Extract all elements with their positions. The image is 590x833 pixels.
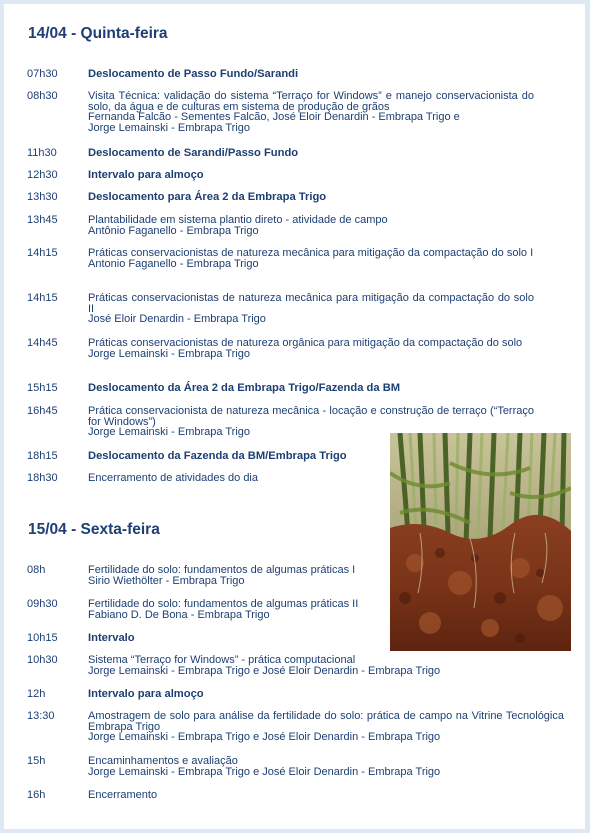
entry-time: 14h45 — [27, 337, 58, 349]
entry-line: Práticas conservacionistas de natureza mecânica para mitigação da compactação do solo II — [88, 292, 534, 315]
entry-time: 10h30 — [27, 654, 58, 666]
entry-line: Fabiano D. De Bona - Embrapa Trigo — [88, 608, 270, 621]
entry-line: Intervalo para almoço — [88, 688, 204, 700]
entry-time: 13:30 — [27, 710, 55, 722]
entry-line: Fertilidade do solo: fundamentos de algumas práticas I — [88, 564, 356, 576]
entry-time: 15h15 — [27, 382, 58, 394]
entry-line: Encerramento de atividades do dia — [88, 472, 258, 484]
entry-line: Fernanda Falcão - Sementes Falcão, José Eloir Denardin - Embrapa Trigo e — [88, 111, 460, 123]
entry-line: Práticas conservacionistas de natureza orgânica para mitigação da compactação do solo — [88, 337, 523, 349]
entry-line: Antonio Faganello - Embrapa Trigo — [88, 257, 259, 270]
entry-description — [88, 689, 534, 700]
entry-time: 18h15 — [27, 450, 58, 462]
entry-line: Encaminhamentos e avaliação — [88, 755, 238, 767]
entry-line: Deslocamento de Passo Fundo/Sarandi — [88, 68, 299, 80]
entry-line: Deslocamento da Área 2 da Embrapa Trigo/Fazenda da BM — [88, 382, 401, 394]
entry-description — [88, 69, 534, 80]
entry-line: Práticas conservacionistas de natureza mecânica para mitigação da compactação do solo I — [88, 247, 534, 259]
entry-description — [88, 655, 534, 676]
entry-line: Intervalo para almoço — [88, 169, 204, 181]
entry-description — [88, 192, 534, 203]
entry-line: Deslocamento para Área 2 da Embrapa Trigo — [88, 191, 327, 203]
entry-line: Antônio Faganello - Embrapa Trigo — [88, 224, 259, 237]
entry-line: Jorge Lemainski - Embrapa Trigo — [88, 426, 251, 438]
entry-description — [88, 91, 534, 133]
entry-time: 16h45 — [27, 405, 58, 417]
entry-line: Sirio Wiethölter - Embrapa Trigo — [88, 574, 245, 587]
entry-description — [88, 756, 534, 777]
entry-description — [88, 383, 534, 394]
entry-time: 10h15 — [27, 632, 58, 644]
entry-line: Deslocamento da Fazenda da BM/Embrapa Trigo — [88, 450, 347, 462]
entry-time: 12h30 — [27, 169, 58, 181]
entry-line: Amostragem de solo para análise da fertilidade do solo: prática de campo na Vitrine Tecnológica Embrapa Trigo — [88, 710, 564, 733]
day-title-thursday: 14/04 - Quinta-feira — [28, 25, 168, 42]
entry-line: Prática conservacionista de natureza mecânica - locação e construção de terraço (“Terraço for Windows”) — [88, 405, 534, 428]
entry-line: Jorge Lemainski - Embrapa Trigo e José Eloir Denardin - Embrapa Trigo — [88, 664, 441, 677]
entry-line: Plantabilidade em sistema plantio direto - atividade de campo — [88, 214, 388, 226]
entry-time: 07h30 — [27, 68, 58, 80]
entry-description — [88, 248, 534, 269]
entry-time: 15h — [27, 755, 46, 767]
entry-time: 16h — [27, 789, 46, 801]
entry-time: 08h30 — [27, 90, 58, 102]
soil-photo — [390, 433, 571, 651]
entry-line: Sistema “Terraço for Windows” - prática computacional — [88, 654, 356, 666]
schedule-page — [4, 4, 585, 829]
entry-line: Jorge Lemainski - Embrapa Trigo — [88, 121, 251, 134]
entry-line: Jorge Lemainski - Embrapa Trigo — [88, 347, 251, 360]
entry-line: Fertilidade do solo: fundamentos de algumas práticas II — [88, 598, 359, 610]
entry-time: 11h30 — [27, 147, 57, 159]
entry-line: Intervalo — [88, 632, 135, 644]
entry-description — [88, 170, 534, 181]
entry-description — [88, 148, 534, 159]
entry-time: 13h45 — [27, 214, 58, 226]
entry-line: Visita Técnica: validação do sistema “Terraço for Windows” e manejo conservacionista do solo, da água e de culturas em sistema de produção de grãos — [88, 90, 534, 113]
entry-time: 12h — [27, 688, 46, 700]
entry-time: 14h15 — [27, 247, 58, 259]
entry-time: 13h30 — [27, 191, 58, 203]
entry-line: Jorge Lemainski - Embrapa Trigo e José Eloir Denardin - Embrapa Trigo — [88, 765, 441, 778]
entry-time: 08h — [27, 564, 46, 576]
entry-description — [88, 293, 534, 325]
entry-line: José Eloir Denardin - Embrapa Trigo — [88, 313, 266, 325]
entry-time: 09h30 — [27, 598, 58, 610]
entry-description — [88, 338, 534, 359]
entry-description — [88, 215, 534, 236]
entry-line: Deslocamento de Sarandi/Passo Fundo — [88, 147, 299, 159]
entry-description — [88, 711, 564, 743]
entry-time: 18h30 — [27, 472, 58, 484]
day-title-friday: 15/04 - Sexta-feira — [28, 521, 160, 538]
entry-line: Encerramento — [88, 789, 158, 801]
entry-line: Jorge Lemainski - Embrapa Trigo e José Eloir Denardin - Embrapa Trigo — [88, 731, 441, 743]
entry-time: 14h15 — [27, 292, 58, 304]
entry-description — [88, 790, 534, 801]
